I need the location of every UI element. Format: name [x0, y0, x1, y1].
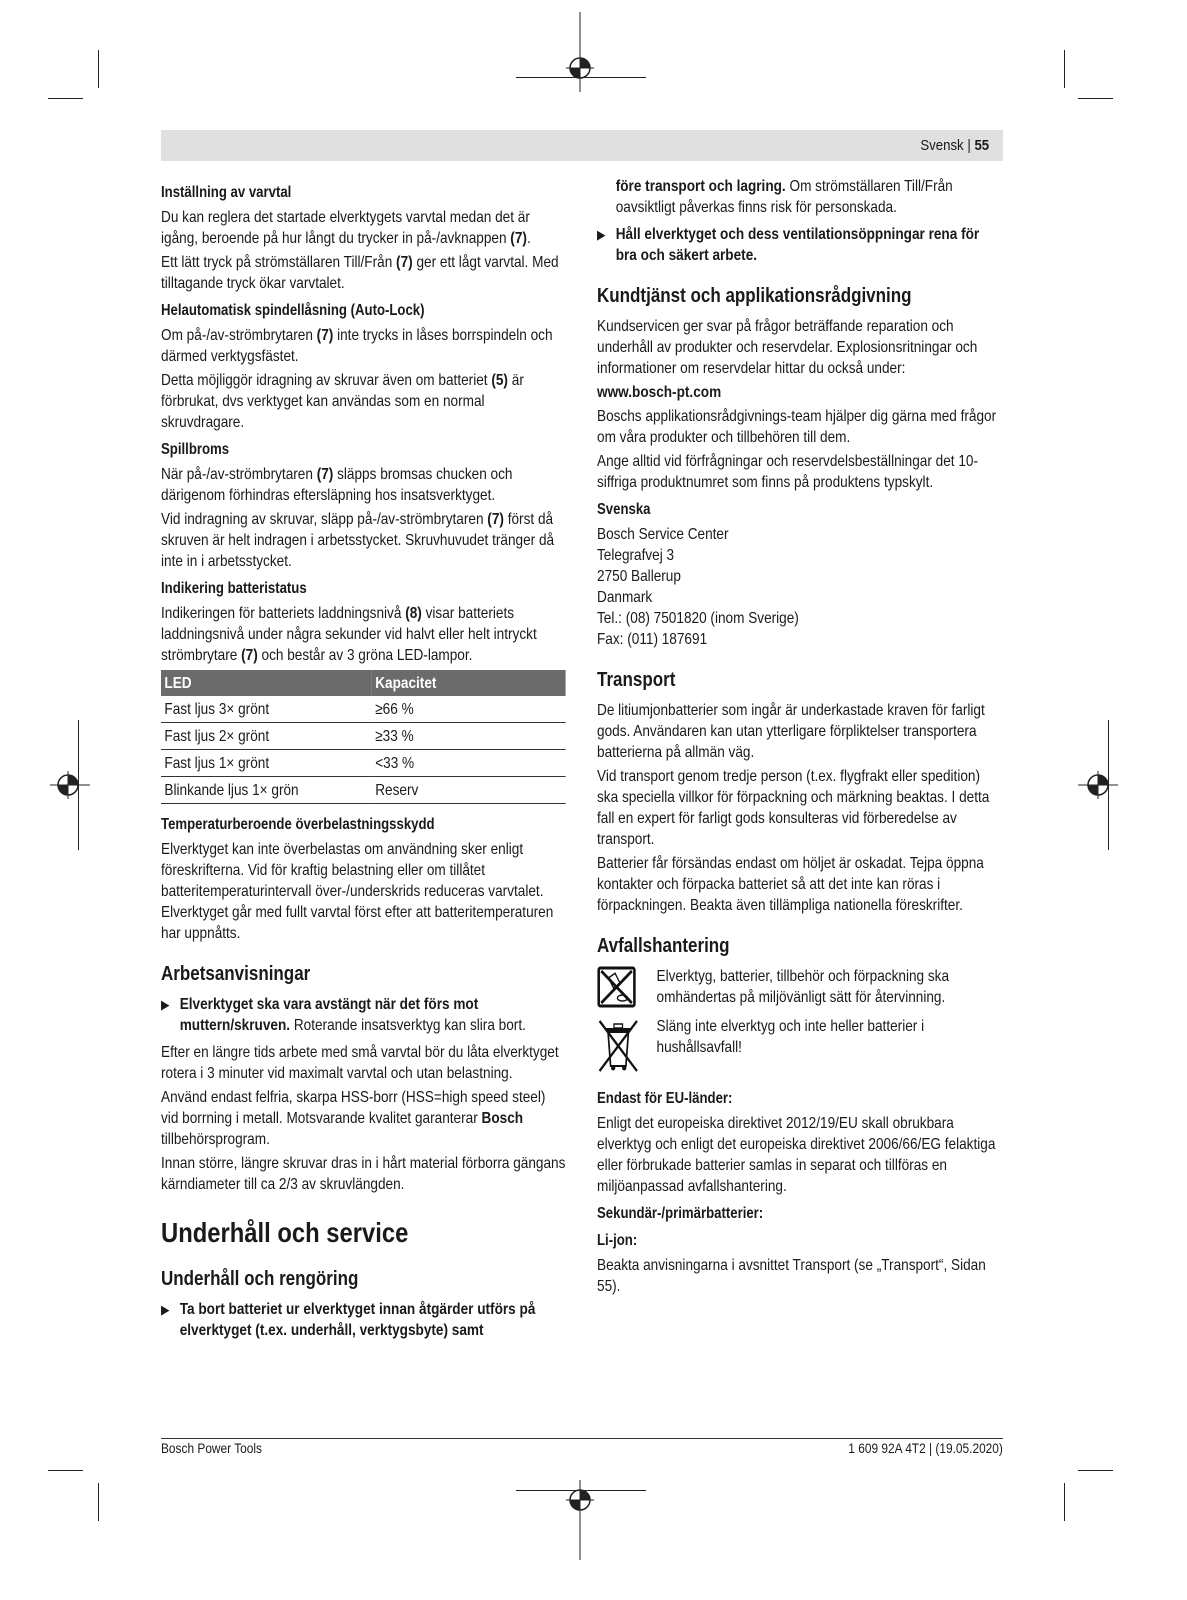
paragraph — [161, 1042, 566, 1084]
subheading: Sekundär-/primärbatterier: — [597, 1205, 764, 1222]
capacity-cell: Reserv — [372, 777, 566, 804]
subheading: Svenska — [597, 501, 651, 518]
text-run: Kundservicen ger svar på frågor beträffande reparation och underhåll av produkter och reservdelar. Explosionsritningar och informationer om reservdelar hittar du också under: — [597, 318, 978, 377]
text-run: De litiumjonbatterier som ingår är underkastade kraven för farligt gods. Användaren kan utan ytterligare förpliktelser transportera batterierna på allmän väg. — [597, 702, 985, 761]
text-run: . — [526, 230, 531, 247]
crop-mark — [1078, 98, 1113, 99]
section-heading: Arbetsanvisningar — [161, 963, 311, 985]
battery-status-table — [161, 670, 566, 804]
address-line: Fax: (011) 187691 — [597, 631, 708, 648]
bold-text: (7) — [316, 466, 334, 483]
subheading: Spillbroms — [161, 441, 230, 458]
text-run: Vid indragning av skruvar, släpp på-/av-strömbrytaren — [161, 511, 488, 528]
column-header: Kapacitet — [372, 670, 566, 696]
section-heading: Underhåll och rengöring — [161, 1268, 359, 1290]
address-line: Danmark — [597, 589, 653, 606]
text-run: Boschs applikationsrådgivnings-team hjälper dig gärna med frågor om våra produkter och tillbehören till dem. — [597, 408, 997, 446]
text-run: Om på-/av-strömbrytaren — [161, 327, 317, 344]
left-column — [161, 176, 566, 1347]
bullet-triangle-icon: ▶ — [161, 997, 170, 1012]
section-heading: Transport — [597, 669, 676, 691]
text-run: Roterande insatsverktyg kan slira bort. — [290, 1017, 526, 1034]
disposal-text: Släng inte elverktyg och inte heller batterier i hushållsavfall! — [656, 1018, 925, 1056]
paragraph — [161, 252, 566, 294]
text-run: Använd endast felfria, skarpa HSS-borr (HSS=high speed steel) vid borrning i metall. Motsvarande kvalitet garanterar — [161, 1089, 546, 1127]
bullet-triangle-icon: ▶ — [597, 227, 606, 242]
disposal-item — [597, 1016, 1002, 1082]
paragraph — [161, 325, 566, 367]
bold-text: (7) — [316, 327, 334, 344]
header-section: Svensk — [920, 137, 964, 154]
text-run: Detta möjliggör idragning av skruvar även om batteriet — [161, 372, 492, 389]
text-run: ger ett lågt varvtal. Med tilltagande tryck ökar varvtalet. — [161, 254, 559, 292]
paragraph — [161, 1087, 566, 1150]
led-cell: Fast ljus 3× grönt — [161, 696, 372, 723]
paragraph — [597, 1113, 1002, 1197]
right-column — [597, 176, 1002, 1300]
bold-text: (5) — [491, 372, 508, 389]
registration-mark-icon — [50, 769, 90, 801]
bullet-triangle-icon: ▶ — [161, 1302, 170, 1317]
text-run: Du kan reglera det startade elverktygets varvtal medan det är igång, beroende på hur långt du trycker in på-/avknappen — [161, 209, 530, 247]
disposal-text: Elverktyg, batterier, tillbehör och förpackning ska omhändertas på miljövänligt sätt för återvinning. — [656, 968, 950, 1006]
disposal-item — [597, 966, 1002, 1014]
crop-mark — [98, 50, 99, 88]
subheading: Inställning av varvtal — [161, 184, 292, 201]
registration-mark-icon — [564, 1480, 596, 1560]
bold-text: Ta bort batteriet ur elverktyget innan åtgärder utförs på elverktyget (t.ex. underhåll, verktygsbyte) samt — [179, 1301, 536, 1339]
paragraph — [161, 464, 566, 506]
footer-publisher: Bosch Power Tools — [161, 1440, 262, 1456]
paragraph — [597, 853, 1002, 916]
paragraph — [161, 839, 566, 944]
text-run: och består av 3 gröna LED-lampor. — [257, 647, 473, 664]
led-cell: Fast ljus 1× grönt — [161, 750, 372, 777]
bold-text: Håll elverktyget och dess ventilationsöppningar rena för bra och säkert arbete. — [615, 226, 980, 264]
subheading: Indikering batteristatus — [161, 580, 307, 597]
paragraph — [597, 766, 1002, 850]
text-run: När på-/av-strömbrytaren — [161, 466, 317, 483]
paragraph — [161, 1153, 566, 1195]
paragraph — [161, 509, 566, 572]
recycle-packaging-icon — [597, 966, 645, 1014]
crop-mark — [1064, 50, 1065, 88]
table-header-row — [161, 670, 566, 696]
text-run: Ange alltid vid förfrågningar och reservdelsbeställningar det 10-siffriga produktnumret som finns på produktens typskylt. — [597, 453, 979, 491]
table-row — [161, 777, 566, 804]
text-run: Vid transport genom tredje person (t.ex. flygfrakt eller spedition) ska speciella villkor för förpackning och märkning beaktas. I detta fall en expert för farligt gods konsulteras vid förberedelse av transport. — [597, 768, 990, 848]
text-run: Innan större, längre skruvar dras in i hårt material förborra gängans kärndiameter till ca 2/3 av skruvlängden. — [161, 1155, 566, 1193]
capacity-cell: <33 % — [372, 750, 566, 777]
bold-text: (8) — [405, 605, 422, 622]
bold-text: (7) — [510, 230, 527, 247]
paragraph — [597, 451, 1002, 493]
page-number: 55 — [974, 137, 989, 154]
table-row — [161, 723, 566, 750]
paragraph — [161, 207, 566, 249]
text-run: tillbehörsprogram. — [161, 1131, 270, 1148]
text-run: först då skruven är helt indragen i arbetsstycket. Skruvhuvudet tränger då inte in i arbetsstycket. — [161, 511, 555, 570]
text-run: Elverktyget kan inte överbelastas om användning sker enligt föreskrifterna. Vid för kraftig belastning eller om tillåtet batteritemperaturintervall över-/underskrids reduceras varvtalet. Elverktyget går med fullt varvtal först efter att batteritemperaturen har uppnåtts. — [161, 841, 554, 942]
paragraph — [161, 370, 566, 433]
crop-mark — [48, 98, 83, 99]
text-run: Efter en längre tids arbete med små varvtal bör du låta elverktyget rotera i 3 minuter vid maximalt varvtal och utan belastning. — [161, 1044, 559, 1082]
address-line: Bosch Service Center — [597, 526, 729, 543]
subheading: Li-jon: — [597, 1232, 638, 1249]
crop-mark — [48, 1470, 83, 1471]
registration-mark-icon — [1078, 769, 1118, 801]
bold-text: före transport och lagring. — [615, 178, 786, 195]
bold-text: (7) — [487, 511, 504, 528]
page-header: Svensk | 55 — [161, 130, 1003, 161]
subheading: Helautomatisk spindellåsning (Auto-Lock) — [161, 302, 425, 319]
text-run: är förbrukat, dvs verktyget kan användas som en normal skruvdragare. — [161, 372, 524, 431]
column-header: LED — [161, 670, 372, 696]
footer-doc-number: 1 609 92A 4T2 | (19.05.2020) — [848, 1440, 1003, 1456]
section-heading: Kundtjänst och applikationsrådgivning — [597, 285, 912, 307]
text-run: Indikeringen för batteriets laddningsnivå — [161, 605, 406, 622]
paragraph — [161, 603, 566, 666]
bold-text: (7) — [241, 647, 258, 664]
bullet-item — [597, 176, 1002, 218]
text-run: Ett lätt tryck på strömställaren Till/Från — [161, 254, 397, 271]
table-row — [161, 696, 566, 723]
paragraph — [597, 700, 1002, 763]
address-line: Telegrafvej 3 — [597, 547, 675, 564]
text-run: Enligt det europeiska direktivet 2012/19/EU skall obrukbara elverktyg och enligt det europeiska direktivet 2006/66/EG felaktiga eller förbrukade batterier samlas in separat och tillföras en miljöanpassad avfallshantering. — [597, 1115, 996, 1195]
paragraph — [597, 406, 1002, 448]
table-row — [161, 750, 566, 777]
crop-mark — [1064, 1483, 1065, 1521]
crossed-bin-icon — [597, 1016, 645, 1082]
text-run: Beakta anvisningarna i avsnittet Transport (se „Transport“, Sidan 55). — [597, 1257, 986, 1295]
paragraph — [597, 1255, 1002, 1297]
led-cell: Blinkande ljus 1× grön — [161, 777, 372, 804]
capacity-cell: ≥33 % — [372, 723, 566, 750]
paragraph — [597, 316, 1002, 379]
text-run: Batterier får försändas endast om höljet är oskadat. Tejpa öppna kontakter och förpacka batteriet så att det inte kan röras i förpackningen. Beakta även tillämpliga nationella föreskrifter. — [597, 855, 984, 914]
crop-mark — [1078, 1470, 1113, 1471]
address-line: Tel.: (08) 7501820 (inom Sverige) — [597, 610, 799, 627]
bold-text: Elverktyget ska vara avstängt när det förs mot muttern/skruven. — [179, 996, 479, 1034]
bullet-item — [161, 1299, 566, 1341]
text-run: visar batteriets laddningsnivå under några sekunder vid halvt eller helt intryckt strömbrytare — [161, 605, 537, 664]
section-heading: Avfallshantering — [597, 935, 730, 957]
subheading: Endast för EU-länder: — [597, 1090, 733, 1107]
registration-mark-icon — [564, 12, 596, 92]
capacity-cell: ≥66 % — [372, 696, 566, 723]
crop-mark — [98, 1483, 99, 1521]
address-line: 2750 Ballerup — [597, 568, 681, 585]
bullet-item — [161, 994, 566, 1036]
text-run: inte trycks in låses borrspindeln och därmed verktygsfästet. — [161, 327, 553, 365]
led-cell: Fast ljus 2× grönt — [161, 723, 372, 750]
bullet-item — [597, 224, 1002, 266]
bold-text: Bosch — [481, 1110, 524, 1127]
footer-divider — [161, 1438, 1003, 1439]
bold-text: (7) — [396, 254, 413, 271]
text-run: Om strömställaren Till/Från oavsiktligt påverkas finns risk för personskada. — [615, 178, 953, 216]
website-link[interactable]: www.bosch-pt.com — [597, 384, 722, 401]
subheading: Temperaturberoende överbelastningsskydd — [161, 816, 435, 833]
chapter-title: Underhåll och service — [161, 1217, 409, 1248]
text-run: släpps bromsas chucken och därigenom förhindras eftersläpning hos insatsverktyget. — [161, 466, 513, 504]
